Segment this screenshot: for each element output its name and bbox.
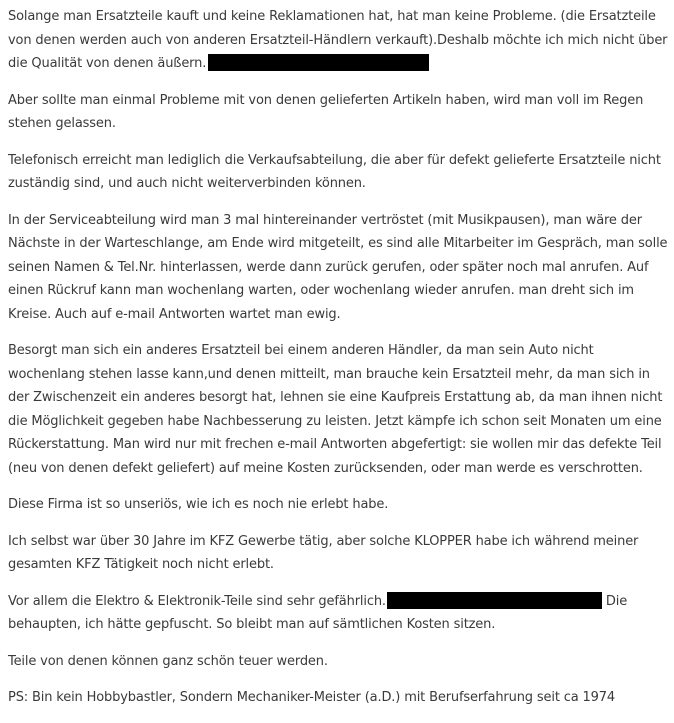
review-paragraph-10: PS: Bin kein Hobbybastler, Sondern Mechaniker-Meister (a.D.) mit Berufserfahrung seit ca 1974 [8, 690, 616, 705]
review-text [8, 0, 670, 723]
review-paragraph-1 [8, 0, 670, 76]
review-paragraph-9: Teile von denen können ganz schön teuer werden. [8, 653, 328, 669]
paragraph-1-text: Solange man Ersatzteile kauft und keine Reklamationen hat, hat man keine Probleme. (die Ersatzteile von denen werden auch von anderen Ersatzteil-Händlern verkauft).Deshalb möchte ich mich nicht über die Qualität von denen äußern. [8, 9, 668, 71]
review-paragraph-7: Ich selbst war über 30 Jahre im KFZ Gewerbe tätig, aber solche KLOPPER habe ich während meiner gesamten KFZ Tätigkeit noch nicht erlebt. [8, 533, 639, 572]
paragraph-8-text-start: Vor allem die Elektro & Elektronik-Teile sind sehr gefährlich. [8, 593, 386, 609]
review-paragraph-8 [8, 590, 670, 637]
redaction-bar [208, 54, 429, 71]
review-paragraph-6: Diese Firma ist so unseriös, wie ich es noch nie erlebt habe. [8, 497, 389, 512]
review-paragraph-2: Aber sollte man einmal Probleme mit von denen gelieferten Artikeln haben, wird man voll im Regen stehen gelassen. [8, 92, 644, 131]
redaction-bar [387, 592, 602, 609]
paragraph-8-text-end: Die behaupten, ich hätte gepfuscht. So bleibt man auf sämtlichen Kosten sitzen. [8, 593, 628, 632]
review-paragraph-4: In der Serviceabteilung wird man 3 mal hintereinander vertröstet (mit Musikpausen), man wäre der Nächste in der Warteschlange, am Ende wird mitgeteilt, es sind alle Mitarbeiter im Gespräch, man solle seinen Namen & Tel.Nr. hinterlassen, werde dann zurück gerufen, oder später noch mal anrufen. Auf einen Rückruf kann man wochenlang warten, oder wochenlang wieder anrufen. man dreht sich im Kreise. Auch auf e-mail Antworten wartet man ewig. [8, 212, 668, 322]
review-paragraph-3: Telefonisch erreicht man lediglich die Verkaufsabteilung, die aber für defekt gelieferte Ersatzteile nicht zuständig sind, und auch nicht weiterverbinden können. [8, 152, 661, 191]
review-paragraph-5: Besorgt man sich ein anderes Ersatzteil bei einem anderen Händler, da man sein Auto nicht wochenlang stehen lasse kann,und denen mitteilt, man brauche kein Ersatzteil mehr, da man sich in der Zwischenzeit ein anderes besorgt hat, lehnen sie eine Kaufpreis Erstattung ab, da man ihnen nicht die Möglichkeit gegeben habe Nachbesserung zu leisten. Jetzt kämpfe ich schon seit Monaten um eine Rückerstattung. Man wird nur mit frechen e-mail Antworten abgefertigt: sie wollen mir das defekte Teil (neu von denen defekt geliefert) auf meine Kosten zurücksenden, oder man werde es verschrotten. [8, 343, 663, 476]
